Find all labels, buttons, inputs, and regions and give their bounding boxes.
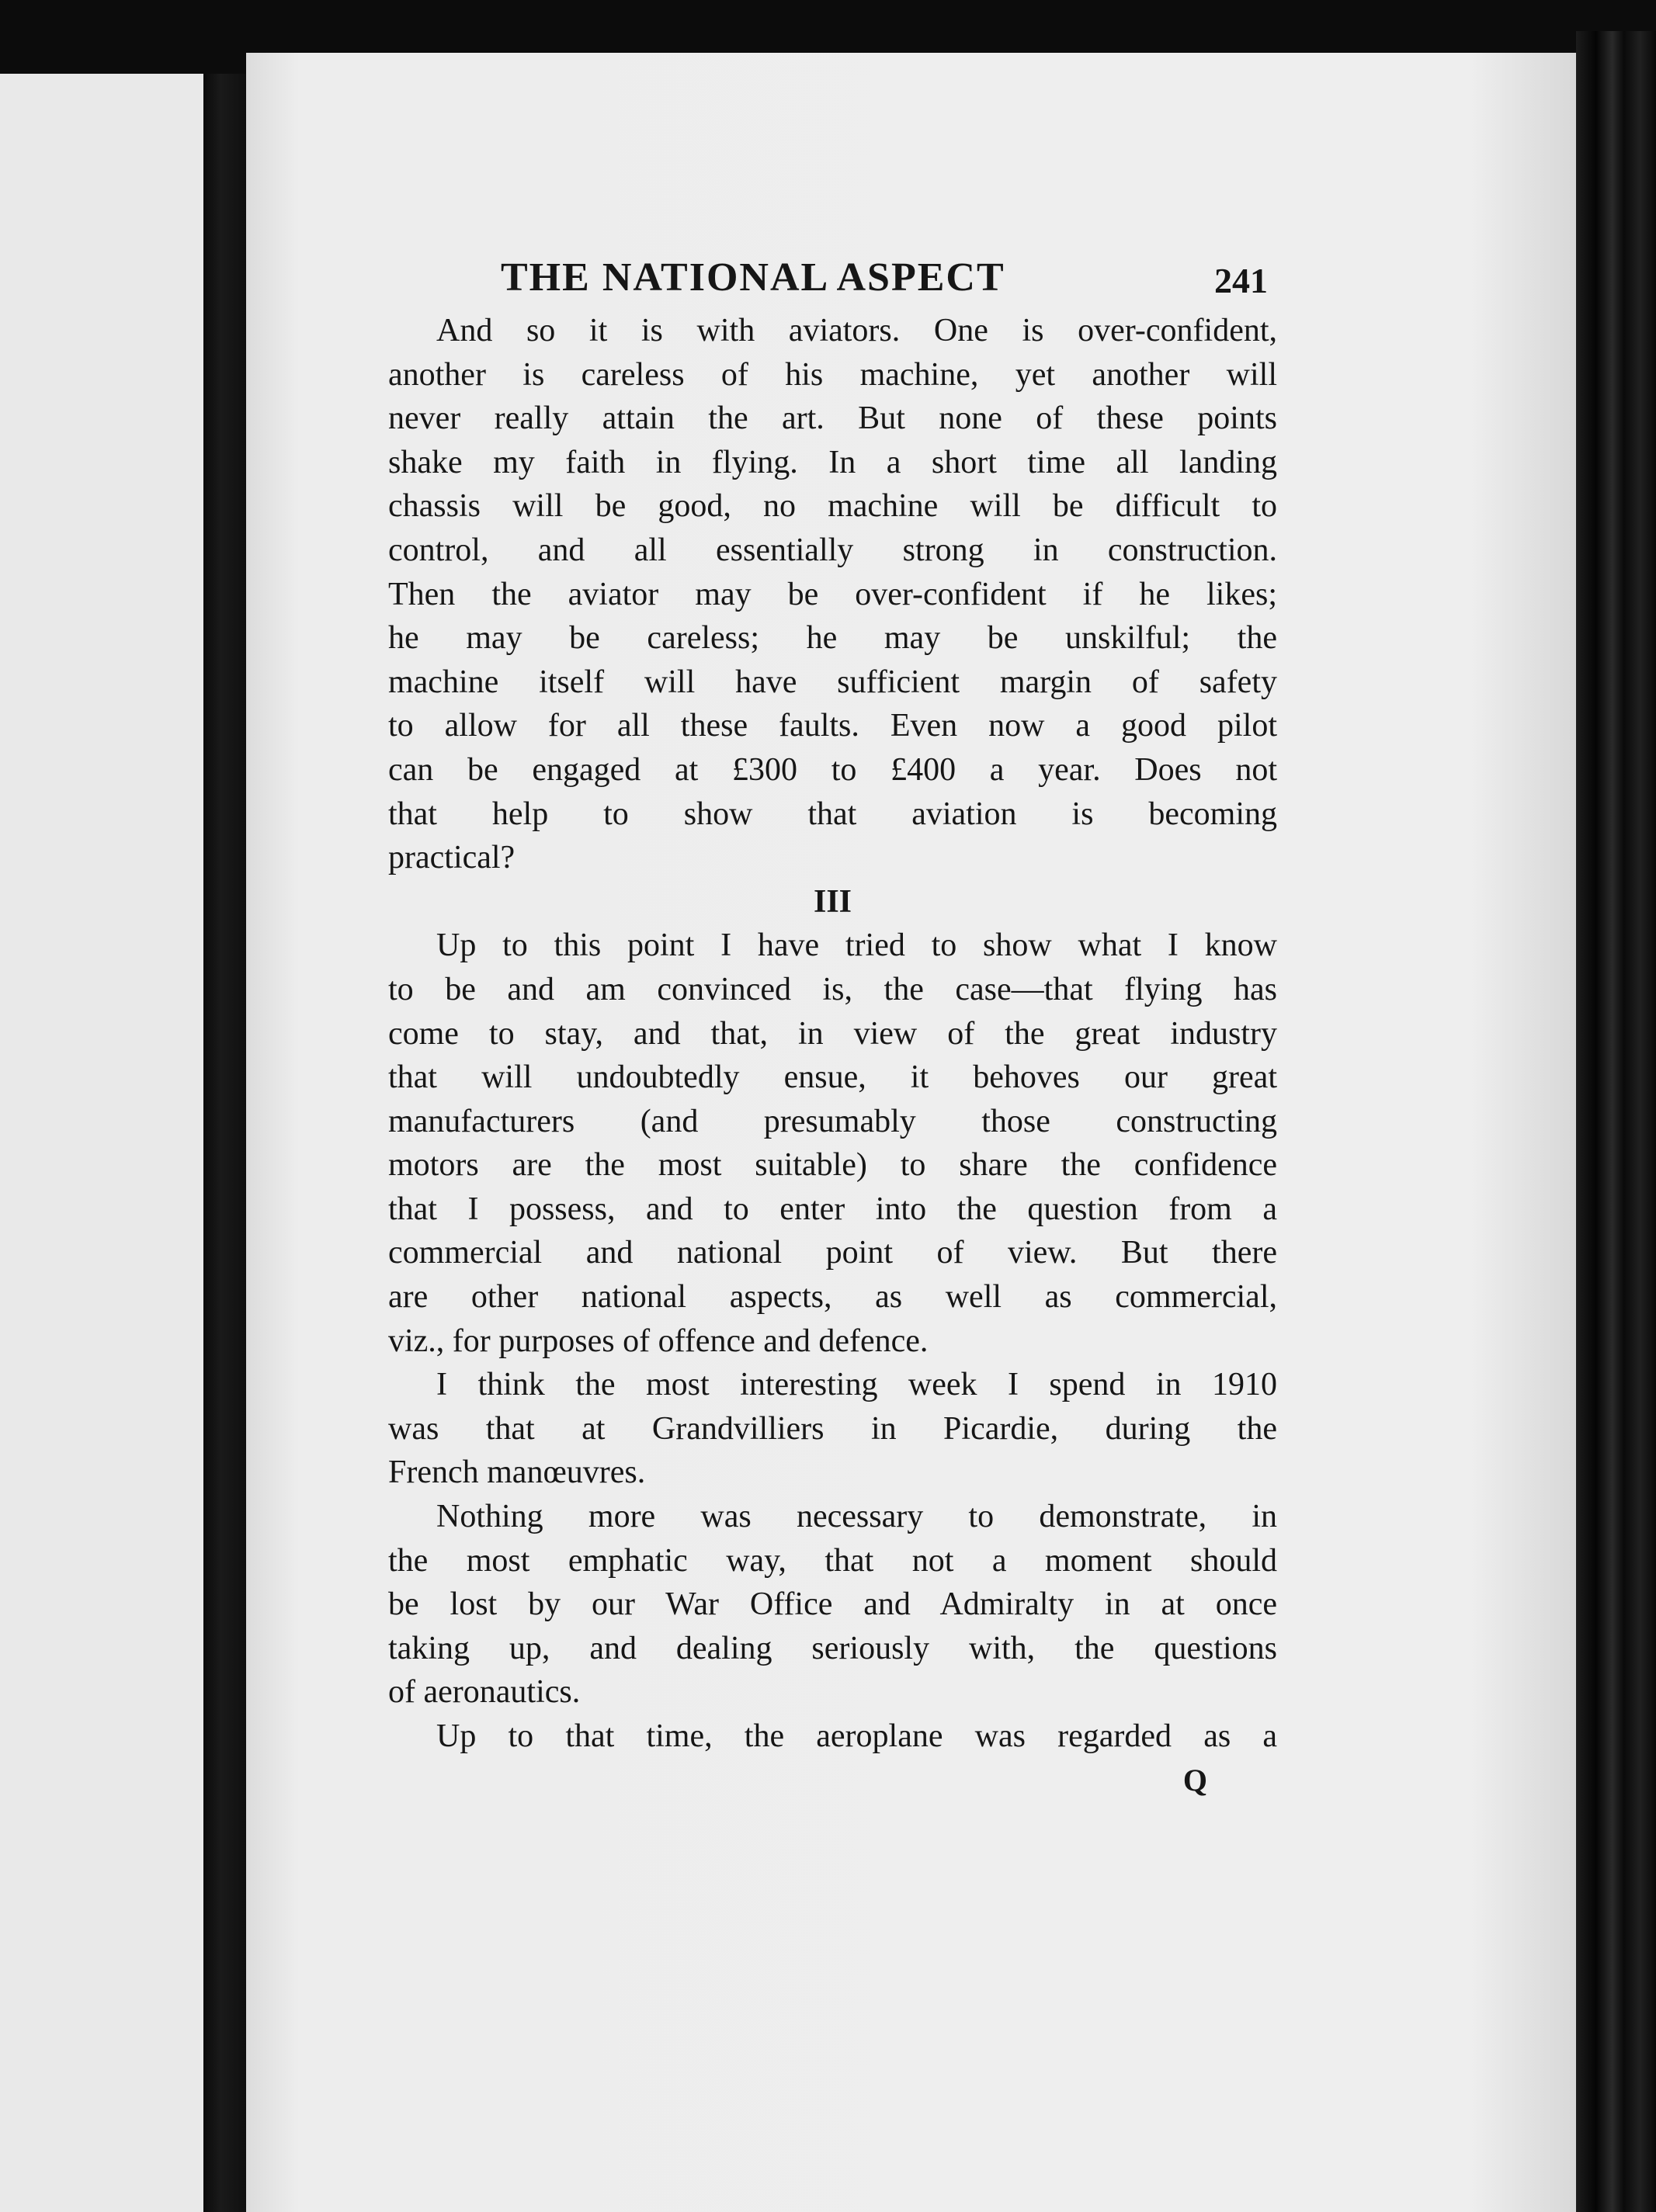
running-head [388,248,1277,309]
text-line: French manœuvres. [388,1454,646,1491]
text-line: that I possess, and to enter into the question from a [388,1191,1277,1227]
text-line: the most emphatic way, that not a moment should [388,1542,1277,1579]
text-line: And so it is with aviators. One is over-confident, [436,313,1277,348]
text-line: motors are the most suitable) to share the confidence [388,1147,1277,1184]
text-line: come to stay, and that, in view of the great industry [388,1015,1277,1052]
text-line: Up to that time, the aeroplane was regarded as a [436,1718,1277,1754]
text-line: chassis will be good, no machine will be difficult to [388,488,1277,525]
text-line: Nothing more was necessary to demonstrate, in [436,1499,1277,1535]
paragraph-5 [388,1714,1277,1759]
text-line: machine itself will have sufficient margin of safety [388,664,1277,700]
signature-mark: Q [1182,1762,1207,1798]
page-text [388,248,1277,1802]
text-line: taking up, and dealing seriously with, the questions [388,1630,1277,1666]
text-line: manufacturers (and presumably those constructing [388,1103,1277,1139]
text-line: another is careless of his machine, yet another will [388,356,1277,393]
text-line: commercial and national point of view. But there [388,1235,1277,1271]
text-line: shake my faith in flying. In a short time all landing [388,444,1277,480]
left-page-edge [0,74,203,2212]
text-line: to allow for all these faults. Even now a good pilot [388,708,1277,744]
text-line: never really attain the art. But none of these points [388,400,1277,437]
text-line: he may be careless; he may be unskilful; the [388,620,1277,657]
text-line: can be engaged at £300 to £400 a year. Does not [388,751,1277,788]
text-line: of aeronautics. [388,1674,581,1711]
text-line: are other national aspects, as well as commercial, [388,1279,1277,1316]
text-line: that help to show that aviation is becoming [388,796,1277,832]
paragraph-2 [388,924,1277,1363]
paragraph-3 [388,1363,1277,1495]
text-line: I think the most interesting week I spend in 1910 [436,1367,1277,1403]
text-line: Then the aviator may be over-confident if he likes; [388,576,1277,612]
section-heading: III [813,883,852,920]
text-line: be lost by our War Office and Admiralty in at once [388,1586,1277,1623]
paragraph-1 [388,309,1277,880]
page-number: 241 [1214,261,1268,300]
text-line: control, and all essentially strong in construction. [388,532,1277,568]
text-line: was that at Grandvilliers in Picardie, during the [388,1410,1277,1447]
paragraph-4 [388,1495,1277,1714]
text-line: practical? [388,840,516,876]
text-line: that will undoubtedly ensue, it behoves our great [388,1059,1277,1096]
text-line: viz., for purposes of offence and defence. [388,1323,929,1359]
text-line: to be and am convinced is, the case—that flying has [388,971,1277,1007]
running-head-title: THE NATIONAL ASPECT [501,255,1005,300]
page-stack-edge [1576,31,1656,2212]
text-line: Up to this point I have tried to show what I know [436,927,1277,964]
book-gutter [203,74,246,2212]
